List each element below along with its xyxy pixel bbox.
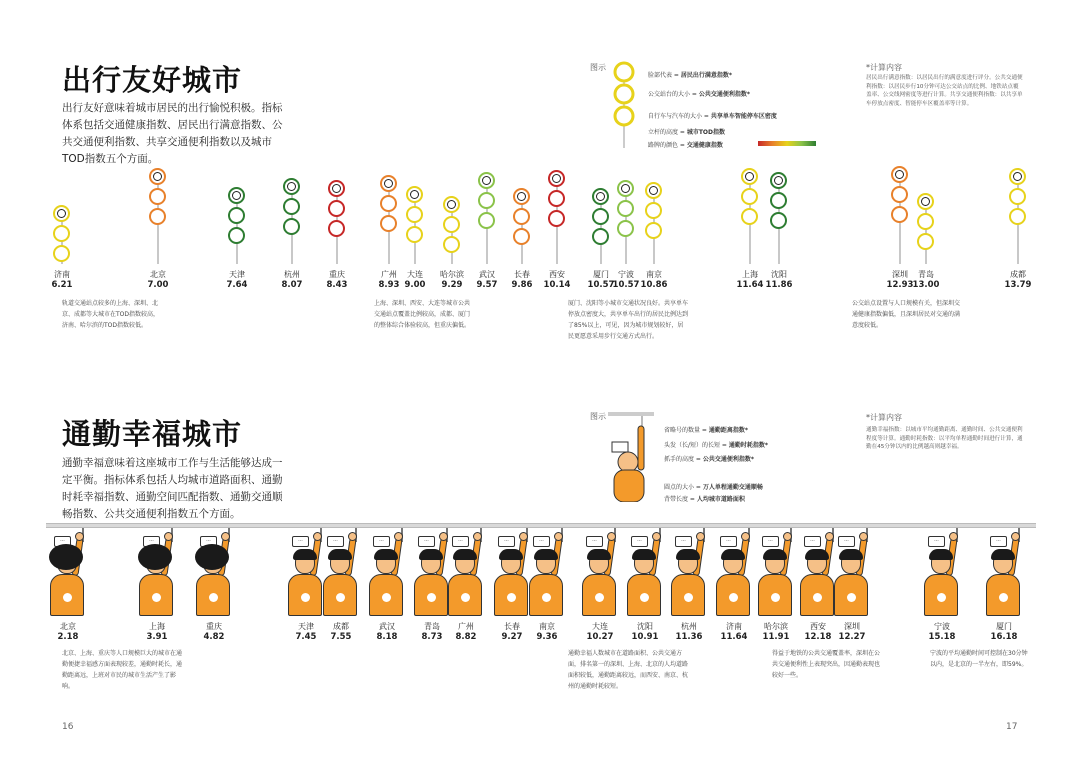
- transport-sign-icon: [228, 207, 245, 224]
- city-label: [979, 622, 1029, 642]
- face-sign-icon: [53, 205, 70, 222]
- commuter-figure-icon: [527, 552, 563, 620]
- face-sign-icon: [443, 196, 460, 213]
- transport-sign-icon: [478, 192, 495, 209]
- city-score: 8.73: [421, 632, 443, 642]
- transport-sign-icon: [478, 212, 495, 229]
- city-score: 11.91: [762, 632, 790, 642]
- section1-intro: 出行友好意味着城市居民的出行愉悦积极。指标体系包括交通健康指数、居民出行满意指数、公共交通便利指数、共享交通便利指数以及城市TOD指数五个方面。: [62, 102, 283, 165]
- speech-bubble-icon: ···: [586, 536, 603, 547]
- section1-legend-item-4: 立杆的高度 = 城市TOD指数: [648, 129, 726, 136]
- city-score: 6.21: [51, 280, 73, 290]
- transport-sign-icon: [592, 208, 609, 225]
- transport-sign-icon: [741, 208, 758, 225]
- speech-bubble-icon: ···: [200, 536, 217, 547]
- section2-legend-commuter-icon: [608, 412, 654, 502]
- face-sign-icon: [513, 188, 530, 205]
- section1-calc-text: 居民出行满意指数：以居民出行的满意度进行评分。公共交通便利指数：以居民步行10分钟可达公交站点的比例、地铁站点覆盖率、公交线网密度等进行计算。共享交通便利指数：以共享单车停放点密度、智能停车区覆盖率等计算。: [866, 75, 1023, 107]
- city-score: 12.93: [886, 280, 914, 290]
- city-label: [312, 270, 362, 290]
- city-score: 7.55: [330, 632, 352, 642]
- handrail: [46, 523, 1036, 528]
- face-sign-icon: [283, 178, 300, 195]
- speech-bubble-icon: ···: [675, 536, 692, 547]
- city-score: 9.00: [404, 280, 426, 290]
- city-name: 成都: [333, 622, 349, 631]
- transport-sign-icon: [53, 225, 70, 242]
- city-name: 济南: [54, 270, 70, 279]
- city-name: 武汉: [479, 270, 495, 279]
- city-name: 广州: [458, 622, 474, 631]
- face-sign-icon: [645, 182, 662, 199]
- section2-intro: 通勤幸福意味着这座城市工作与生活能够达成一定平衡。指标体系包括人均城市道路面积、通勤时耗幸福指数、通勤空间匹配指数、通勤交通顺畅指数、公共交通便利指数五个方面。: [62, 457, 283, 520]
- commuter-figure-icon: [756, 552, 792, 620]
- city-score: 10.14: [543, 280, 571, 290]
- city-label: [37, 270, 87, 290]
- city-name: 厦门: [593, 270, 609, 279]
- transport-sign-icon: [617, 200, 634, 217]
- transport-sign-icon: [645, 202, 662, 219]
- section2-note-2: 通勤幸福人数城市在道路面积、公共交通方面，排名第一的深圳、上海、北京的人均道路面积较低，通勤距离较远，而西安、南京、杭州的通勤时耗较短。: [568, 650, 689, 690]
- commuter-figure-icon: [714, 552, 750, 620]
- city-score: 8.18: [376, 632, 398, 642]
- city-label: [132, 622, 182, 642]
- city-name: 深圳: [892, 270, 908, 279]
- commuter-figure-icon: [922, 552, 958, 620]
- transport-sign-icon: [891, 206, 908, 223]
- city-name: 南京: [539, 622, 555, 631]
- transport-sign-icon: [548, 190, 565, 207]
- section2-title: 通勤幸福城市: [62, 417, 243, 451]
- face-sign-icon: [770, 172, 787, 189]
- section1-legend-item-1: 脸部代表 = 居民出行满意指数*: [648, 72, 732, 79]
- section2-legend-item-3: 抓手的高度 = 公共交通便利指数*: [664, 456, 754, 463]
- speech-bubble-icon: ···: [804, 536, 821, 547]
- transport-sign-icon: [617, 220, 634, 237]
- city-label: [664, 622, 714, 642]
- speech-bubble-icon: ···: [533, 536, 550, 547]
- city-name: 长春: [514, 270, 530, 279]
- section1-title: 出行友好城市: [62, 63, 243, 97]
- city-score: 10.27: [586, 632, 614, 642]
- city-score: 2.18: [57, 632, 79, 642]
- commuter-figure-icon: [194, 552, 230, 620]
- speech-bubble-icon: ···: [452, 536, 469, 547]
- section1-calc-title: *计算内容: [866, 63, 902, 72]
- transport-sign-icon: [770, 192, 787, 209]
- city-score: 11.86: [765, 280, 793, 290]
- city-score: 9.57: [476, 280, 498, 290]
- city-name: 宁波: [934, 622, 950, 631]
- city-name: 成都: [1010, 270, 1026, 279]
- city-label: [993, 270, 1043, 290]
- city-name: 天津: [229, 270, 245, 279]
- city-score: 10.57: [612, 280, 640, 290]
- commuter-figure-icon: [492, 552, 528, 620]
- city-score: 11.64: [720, 632, 748, 642]
- transport-sign-icon: [443, 216, 460, 233]
- commuter-figure-icon: [798, 552, 834, 620]
- transport-sign-icon: [328, 200, 345, 217]
- section2-legend-tag: 图示: [590, 412, 606, 421]
- city-score: 8.93: [378, 280, 400, 290]
- city-label: [522, 622, 572, 642]
- page-number-right: 17: [1006, 722, 1018, 732]
- face-sign-icon: [406, 186, 423, 203]
- city-score: 9.36: [536, 632, 558, 642]
- commuter-figure-icon: [48, 552, 84, 620]
- city-label: [917, 622, 967, 642]
- speech-bubble-icon: ···: [373, 536, 390, 547]
- commuter-figure-icon: [367, 552, 403, 620]
- commuter-figure-icon: [286, 552, 322, 620]
- transport-sign-icon: [1009, 188, 1026, 205]
- commuter-figure-icon: [669, 552, 705, 620]
- section1-note-4: 公交站点设置与人口规模有关，但深圳交通健康指数偏低，且深圳居民对交通的满意度较低。: [852, 300, 961, 329]
- transport-sign-icon: [891, 186, 908, 203]
- city-name: 西安: [549, 270, 565, 279]
- face-sign-icon: [741, 168, 758, 185]
- section2-calc-text: 通勤幸福指数：以城市平均通勤距离、通勤时间、公共交通便利程度等计算。通勤时耗指数：以平均单程通勤时间进行计算，通勤在45分钟以内的比例越高则越幸福。: [866, 427, 1023, 451]
- city-name: 武汉: [379, 622, 395, 631]
- city-score: 13.79: [1004, 280, 1032, 290]
- city-label: [316, 622, 366, 642]
- city-name: 大连: [592, 622, 608, 631]
- face-sign-icon: [380, 175, 397, 192]
- commuter-figure-icon: [137, 552, 173, 620]
- transport-sign-icon: [1009, 208, 1026, 225]
- transport-sign-icon: [328, 220, 345, 237]
- section2-note-4: 宁波的平均通勤时间可控制在30分钟以内，是北京的一半左右，即59%。: [930, 650, 1028, 668]
- city-score: 10.91: [631, 632, 659, 642]
- face-sign-icon: [548, 170, 565, 187]
- city-score: 12.18: [804, 632, 832, 642]
- section1-color-scale: [758, 141, 816, 146]
- transport-sign-icon: [149, 188, 166, 205]
- city-name: 杭州: [681, 622, 697, 631]
- city-name: 重庆: [329, 270, 345, 279]
- section1-legend-item-5: 路牌的颜色 = 交通健康指数: [648, 142, 723, 149]
- city-score: 13.00: [912, 280, 940, 290]
- city-score: 11.36: [675, 632, 703, 642]
- speech-bubble-icon: ···: [928, 536, 945, 547]
- commuter-figure-icon: [625, 552, 661, 620]
- face-sign-icon: [228, 187, 245, 204]
- city-label: [827, 622, 877, 642]
- section2-note-3: 得益于地铁的公共交通覆盖率，深圳在公共交通便利性上表现突出，因通勤表现也较好一些。: [772, 650, 881, 679]
- city-label: [575, 622, 625, 642]
- city-name: 哈尔滨: [764, 622, 788, 631]
- city-name: 沈阳: [637, 622, 653, 631]
- city-name: 宁波: [618, 270, 634, 279]
- city-name: 大连: [407, 270, 423, 279]
- face-sign-icon: [891, 166, 908, 183]
- city-label: [133, 270, 183, 290]
- city-name: 青岛: [918, 270, 934, 279]
- city-label: [532, 270, 582, 290]
- city-name: 重庆: [206, 622, 222, 631]
- section1-note-2: 上海、深圳、西安、大连等城市公共交通站点覆盖比例较高，成都、厦门的整体综合体验较高，但重庆偏低。: [374, 300, 471, 329]
- face-sign-icon: [917, 193, 934, 210]
- city-score: 3.91: [146, 632, 168, 642]
- transport-sign-icon: [380, 215, 397, 232]
- section2-note-1: 北京、上海、重庆等人口规模巨大的城市在通勤便捷幸福感方面表现较差，通勤时耗长，通勤距离远，上班对市民的城市生活产生了影响。: [62, 650, 183, 690]
- city-name: 哈尔滨: [440, 270, 464, 279]
- city-score: 9.86: [511, 280, 533, 290]
- transport-sign-icon: [149, 208, 166, 225]
- city-label: [362, 622, 412, 642]
- city-name: 青岛: [424, 622, 440, 631]
- transport-sign-icon: [513, 208, 530, 225]
- city-name: 北京: [150, 270, 166, 279]
- city-name: 北京: [60, 622, 76, 631]
- city-label: [441, 622, 491, 642]
- section2-legend-item-2: 头发（长/短）的长短 = 通勤时耗指数*: [664, 442, 769, 449]
- city-name: 厦门: [996, 622, 1012, 631]
- speech-bubble-icon: ···: [292, 536, 309, 547]
- city-score: 7.00: [147, 280, 169, 290]
- transport-sign-icon: [548, 210, 565, 227]
- section2-legend-item-5: 背带长度 = 人均城市道路面积: [664, 496, 745, 503]
- speech-bubble-icon: ···: [631, 536, 648, 547]
- commuter-figure-icon: [580, 552, 616, 620]
- section1-note-3: 厦门、沈阳等小城市交通状况良好。共享单车停放点密度大，共享单车出行的居民比例达到了85%以上，可见，因为城市规划较好，居民更愿意采用步行交通方式出行。: [568, 300, 689, 340]
- speech-bubble-icon: ···: [327, 536, 344, 547]
- commuter-figure-icon: [832, 552, 868, 620]
- transport-sign-icon: [741, 188, 758, 205]
- city-name: 西安: [810, 622, 826, 631]
- commuter-figure-icon: [446, 552, 482, 620]
- speech-bubble-icon: ···: [838, 536, 855, 547]
- city-label: [267, 270, 317, 290]
- transport-sign-icon: [283, 198, 300, 215]
- city-score: 7.45: [295, 632, 317, 642]
- section1-legend-item-2: 公交站台的大小 = 公共交通便利指数*: [648, 91, 750, 98]
- transport-sign-icon: [917, 233, 934, 250]
- city-score: 8.07: [281, 280, 303, 290]
- speech-bubble-icon: ···: [720, 536, 737, 547]
- transport-sign-icon: [443, 236, 460, 253]
- city-score: 7.64: [226, 280, 248, 290]
- speech-bubble-icon: ···: [990, 536, 1007, 547]
- city-label: [620, 622, 670, 642]
- city-score: 4.82: [203, 632, 225, 642]
- city-label: [212, 270, 262, 290]
- section1-legend-tag: 图示: [590, 63, 606, 72]
- city-score: 16.18: [990, 632, 1018, 642]
- transport-sign-icon: [228, 227, 245, 244]
- city-score: 8.82: [455, 632, 477, 642]
- page-number-left: 16: [62, 722, 74, 732]
- section2-calc-title: *计算内容: [866, 413, 902, 422]
- section1-legend-item-3: 自行车与汽车的大小 = 共享单车智能停车区密度: [648, 113, 777, 120]
- transport-sign-icon: [770, 212, 787, 229]
- section1-legend-sign-icon: [612, 60, 636, 150]
- transport-sign-icon: [645, 222, 662, 239]
- city-score: 15.18: [928, 632, 956, 642]
- city-label: [901, 270, 951, 290]
- transport-sign-icon: [513, 228, 530, 245]
- city-name: 上海: [149, 622, 165, 631]
- speech-bubble-icon: ···: [418, 536, 435, 547]
- city-score: 8.43: [326, 280, 348, 290]
- face-sign-icon: [328, 180, 345, 197]
- speech-bubble-icon: ···: [54, 536, 71, 547]
- city-name: 上海: [742, 270, 758, 279]
- city-score: 10.86: [640, 280, 668, 290]
- commuter-figure-icon: [321, 552, 357, 620]
- city-score: 9.29: [441, 280, 463, 290]
- speech-bubble-icon: ···: [143, 536, 160, 547]
- speech-bubble-icon: ···: [762, 536, 779, 547]
- city-label: [43, 622, 93, 642]
- face-sign-icon: [617, 180, 634, 197]
- city-name: 沈阳: [771, 270, 787, 279]
- transport-sign-icon: [380, 195, 397, 212]
- city-name: 济南: [726, 622, 742, 631]
- face-sign-icon: [1009, 168, 1026, 185]
- city-name: 杭州: [284, 270, 300, 279]
- commuter-figure-icon: [412, 552, 448, 620]
- city-name: 天津: [298, 622, 314, 631]
- transport-sign-icon: [406, 226, 423, 243]
- city-score: 12.27: [838, 632, 866, 642]
- transport-sign-icon: [53, 245, 70, 262]
- city-label: [754, 270, 804, 290]
- speech-bubble-icon: ···: [498, 536, 515, 547]
- face-sign-icon: [149, 168, 166, 185]
- section2-legend-item-4: 圆点的大小 = 万人单程通勤交通顺畅: [664, 484, 763, 491]
- city-score: 11.64: [736, 280, 764, 290]
- transport-sign-icon: [283, 218, 300, 235]
- transport-sign-icon: [917, 213, 934, 230]
- city-name: 长春: [504, 622, 520, 631]
- city-name: 深圳: [844, 622, 860, 631]
- face-sign-icon: [478, 172, 495, 189]
- section1-note-1: 轨道交通站点较多的上海、深圳、北京、成都等大城市在TOD指数较高，济南、哈尔滨的TOD指数较低。: [62, 300, 160, 329]
- city-name: 南京: [646, 270, 662, 279]
- transport-sign-icon: [592, 228, 609, 245]
- commuter-figure-icon: [984, 552, 1020, 620]
- face-sign-icon: [592, 188, 609, 205]
- section2-legend-item-1: 省略号的数量 = 通勤距离指数*: [664, 427, 748, 434]
- city-score: 9.27: [501, 632, 523, 642]
- city-label: [629, 270, 679, 290]
- city-label: [189, 622, 239, 642]
- city-score: 10.57: [587, 280, 615, 290]
- city-name: 广州: [381, 270, 397, 279]
- transport-sign-icon: [406, 206, 423, 223]
